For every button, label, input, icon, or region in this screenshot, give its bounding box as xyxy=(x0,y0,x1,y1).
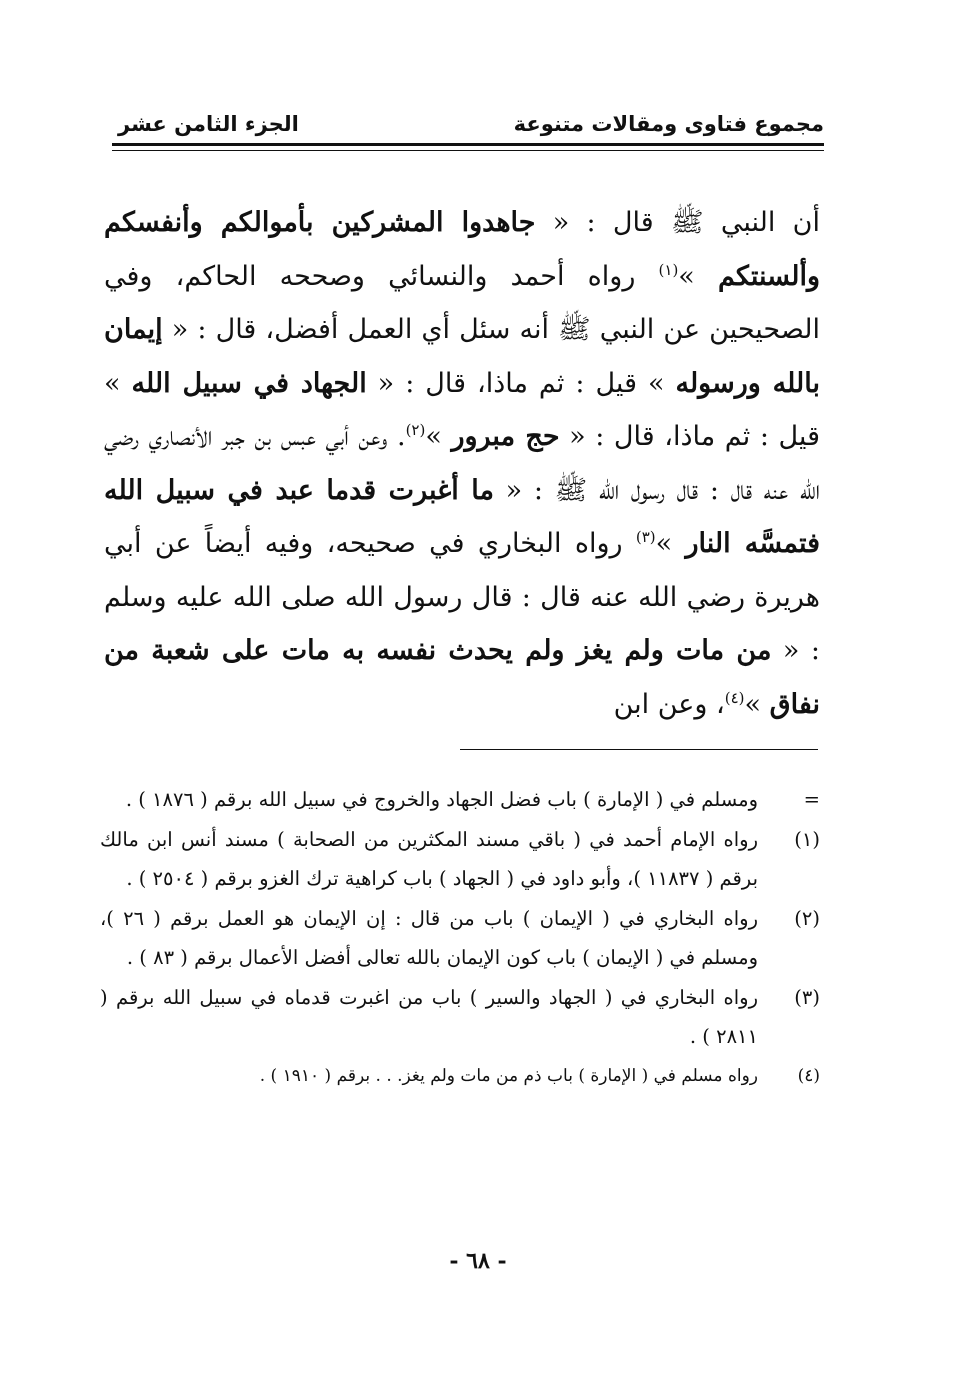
footnote-3 xyxy=(100,978,820,1057)
volume-title: الجزء الثامن عشر xyxy=(118,112,299,136)
text-segment: رواه أحمد والنسائي وصححه الحاكم، وفي الصحيحين عن النبي ﷺ أنه سئل أي العمل أفضل، قال : « xyxy=(104,260,820,345)
text-segment: أن النبي ﷺ قال : « xyxy=(535,207,820,238)
footnote-text: رواه الإمام أحمد في ( باقي مسند المكثرين من الصحابة ) مسند أنس ابن مالك برقم ( ١١٨٣٧ )، وأبو داود في ( الجهاد ) باب كراهية ترك الغزو برقم ( ٢٥٠٤ ) . xyxy=(100,827,758,890)
text-segment: » xyxy=(744,688,770,720)
footnote-ref-3[interactable]: (٣) xyxy=(635,528,656,546)
footnote-text: ومسلم في ( الإمارة ) باب فضل الجهاد والخروج في سبيل الله برقم ( ١٨٧٦ ) . xyxy=(125,788,758,811)
hadith-quote: جاهدوا المشركين بأموالكم وأنفسكم وألسنتكم xyxy=(104,207,820,292)
footnote-text: رواه مسلم في ( الإمارة ) باب ذم من مات ولم يغز. . . برقم ( ١٩١٠ ) . xyxy=(259,1065,758,1086)
footnotes xyxy=(100,780,820,1096)
hadith-quote: ما أغبرت قدما عبد في سبيل الله فتمسَّه النار xyxy=(104,474,820,559)
footnote-number: (٣) xyxy=(794,985,820,1009)
footnote-4 xyxy=(100,1057,820,1097)
footnote-ref-4[interactable]: (٤) xyxy=(724,688,745,707)
footnote-separator xyxy=(460,749,818,750)
footnote-ref-1[interactable]: (١) xyxy=(658,260,679,279)
text-segment: رواه البخاري في صحيحه، وفيه أيضاً عن أبي هريرة رضي الله عنه قال : قال رسول الله صلى الله عليه وسلم : « xyxy=(104,528,820,666)
page-number: - ٦٨ - xyxy=(449,1248,507,1274)
footnote-text: رواه البخاري في ( الإيمان ) باب من قال : إن الإيمان هو العمل برقم ( ٢٦ )، ومسلم في ( الإيمان ) باب كون الإيمان بالله تعالى أفضل الأعمال برقم ( ٨٣ ) . xyxy=(100,906,758,969)
text-segment: » xyxy=(655,528,686,559)
text-segment: » قيل : ثم ماذا، قال : « xyxy=(366,367,676,399)
footnote-continuation xyxy=(100,780,820,820)
footnote-number: (٢) xyxy=(794,906,820,930)
text-segment: ، وعن ابن xyxy=(613,688,725,720)
header-rule-thin xyxy=(112,150,824,151)
footnote-2 xyxy=(100,899,820,978)
main-text xyxy=(104,196,820,731)
hadith-quote: حج مبرور xyxy=(451,421,560,452)
footnote-1 xyxy=(100,820,820,899)
hadith-quote: الجهاد في سبيل الله xyxy=(131,367,367,399)
running-header xyxy=(112,112,824,142)
text-segment: . وعن أبي عبس بن جبر الأنصاري رضي الله عنه قال : قال رسول الله ﷺ : « xyxy=(104,421,820,506)
hadith-quote: إيمان بالله ورسوله xyxy=(104,314,821,399)
hadith-quote: من مات ولم يغز ولم يحدث نفسه به مات على شعبة من نفاق xyxy=(104,635,820,720)
footnote-number: (٤) xyxy=(797,1065,820,1086)
text-segment: » xyxy=(678,260,718,292)
footnote-number: (١) xyxy=(794,827,820,851)
continuation-marker: = xyxy=(803,788,820,811)
text-segment: » xyxy=(425,421,452,452)
text-segment: » قيل : ثم ماذا، قال : « xyxy=(104,367,820,452)
footnote-ref-2[interactable]: (٢) xyxy=(405,421,426,439)
header-rule-thick xyxy=(112,143,824,146)
footnote-text: رواه البخاري في ( الجهاد والسير ) باب من اغبرت قدماه في سبيل الله برقم ( ٢٨١١ ) . xyxy=(100,985,758,1048)
book-title: مجموع فتاوى ومقالات متنوعة xyxy=(513,112,824,136)
